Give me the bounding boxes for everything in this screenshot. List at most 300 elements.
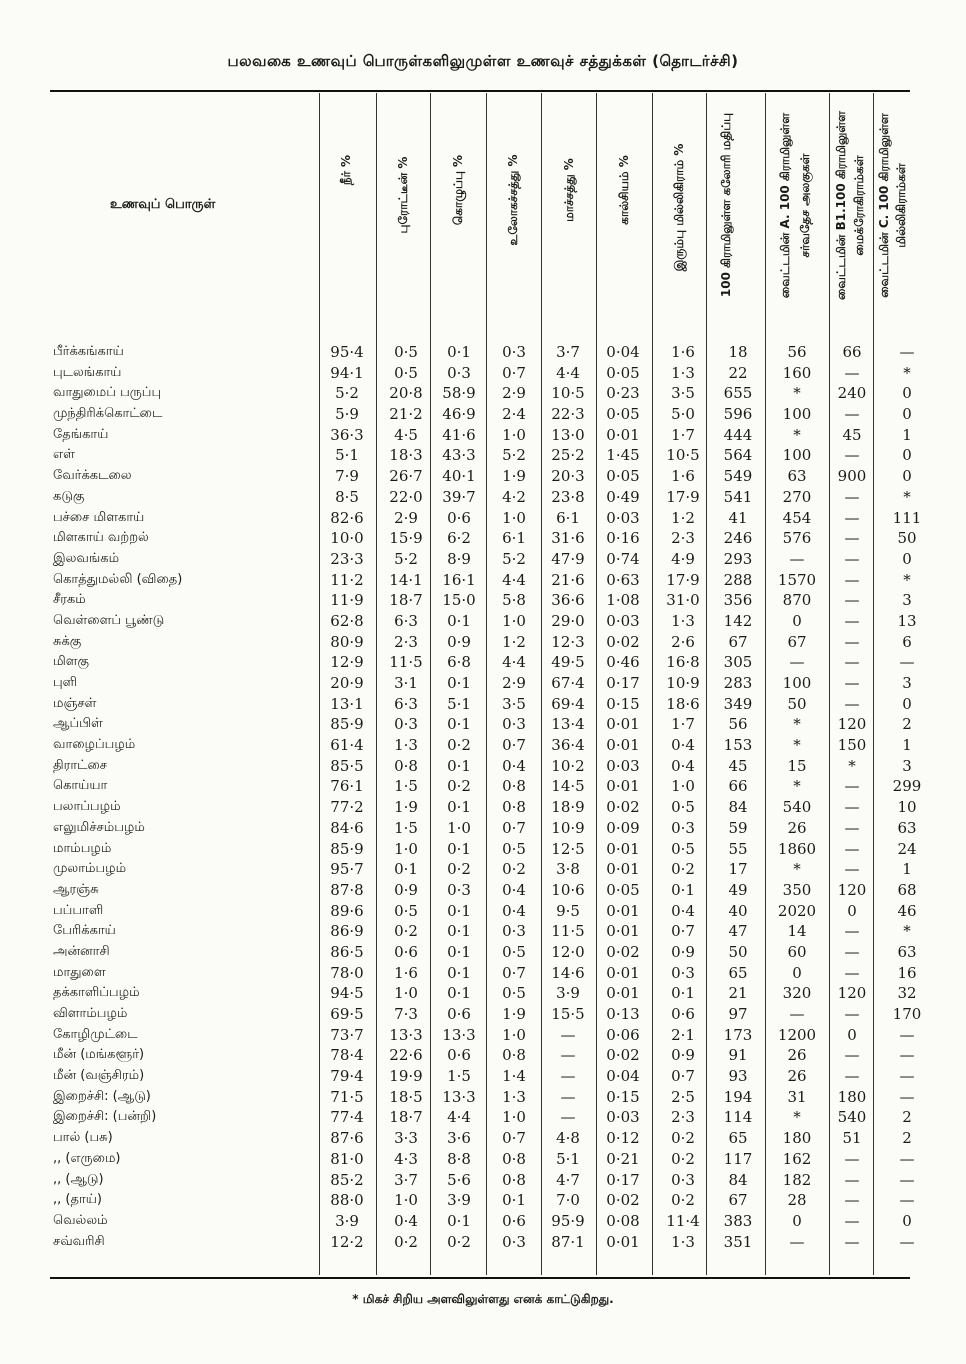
food-name: வெல்லம்	[53, 1212, 108, 1228]
table-cell: —	[560, 1067, 576, 1086]
table-cell: 79·4	[330, 1067, 364, 1086]
table-cell: 5·9	[335, 405, 359, 424]
table-cell: 1·5	[447, 1067, 471, 1086]
table-cell: *	[903, 922, 911, 941]
table-cell: 2·6	[671, 632, 695, 651]
table-cell: 320	[782, 984, 812, 1003]
table-cell: 95·4	[330, 343, 364, 361]
table-cell: 0·1	[447, 611, 471, 630]
table-cell: 2·5	[671, 1087, 695, 1106]
table-cell: 26	[787, 818, 807, 837]
table-cell: —	[899, 1191, 915, 1210]
table-cell: 5·1	[556, 1149, 580, 1168]
table-row	[0, 776, 966, 797]
table-cell: 0·5	[671, 839, 695, 858]
table-cell: 5·2	[335, 384, 359, 403]
table-cell: 6·8	[447, 653, 471, 672]
table-cell: —	[899, 1046, 915, 1065]
table-cell: 32	[897, 984, 917, 1003]
table-cell: 1·6	[394, 963, 418, 982]
table-row	[0, 508, 966, 529]
table-cell: 100	[782, 405, 812, 424]
table-cell: 1	[902, 736, 912, 755]
table-cell: 3·9	[335, 1211, 359, 1230]
food-name: திராட்சை	[53, 757, 108, 773]
table-cell: 0·1	[447, 922, 471, 941]
table-cell: 10·2	[551, 756, 585, 775]
table-cell: 246	[723, 529, 753, 548]
table-cell: 10·5	[551, 384, 585, 403]
table-cell: 0·2	[394, 922, 418, 941]
table-cell: 4·4	[556, 363, 580, 382]
table-cell: 0·2	[447, 777, 471, 796]
food-name: எள்	[53, 447, 75, 463]
table-cell: 6·3	[394, 611, 418, 630]
table-row	[0, 818, 966, 839]
table-cell: 8·5	[335, 487, 359, 506]
table-cell: 1·9	[394, 798, 418, 817]
table-cell: 0	[792, 1211, 802, 1230]
table-cell: —	[789, 549, 805, 568]
table-cell: 61·4	[330, 736, 364, 755]
table-cell: 7·0	[556, 1191, 580, 1210]
food-name: புளி	[53, 675, 78, 690]
table-cell: 4·7	[556, 1170, 580, 1189]
table-cell: 66	[728, 777, 748, 796]
table-cell: 6·3	[394, 694, 418, 713]
table-row	[0, 1087, 966, 1108]
table-row	[0, 652, 966, 673]
food-name: மாதுளை	[53, 964, 106, 980]
table-cell: 0·7	[502, 818, 526, 837]
table-cell: *	[793, 736, 801, 755]
table-cell: —	[844, 777, 860, 796]
top-rule	[50, 90, 910, 92]
table-cell: 0·23	[606, 384, 640, 403]
food-name: சவ்வரிசி	[53, 1233, 105, 1249]
table-cell: 349	[723, 694, 753, 713]
table-cell: 444	[723, 425, 753, 444]
table-cell: 0·5	[394, 343, 418, 361]
table-row	[0, 1066, 966, 1087]
table-cell: 0·6	[447, 1046, 471, 1065]
table-cell: 162	[782, 1149, 812, 1168]
food-name: மிளகாய் வற்றல்	[53, 530, 149, 546]
table-cell: 94·1	[330, 363, 364, 382]
table-cell: 0·8	[502, 1170, 526, 1189]
table-cell: 8·9	[447, 549, 471, 568]
food-name: வெள்ளைப் பூண்டு	[53, 612, 165, 628]
table-cell: 454	[782, 508, 812, 527]
table-cell: 85·9	[330, 839, 364, 858]
table-cell: 0·01	[606, 1232, 640, 1251]
table-cell: 18·7	[389, 591, 423, 610]
table-cell: —	[844, 611, 860, 630]
table-cell: 18·6	[666, 694, 700, 713]
table-cell: 41·6	[442, 425, 476, 444]
table-cell: 0	[847, 1025, 857, 1044]
table-cell: 0·5	[502, 984, 526, 1003]
table-row	[0, 611, 966, 632]
table-cell: 16·8	[666, 653, 700, 672]
table-cell: 1·3	[394, 736, 418, 755]
table-cell: 1	[902, 425, 912, 444]
table-cell: —	[560, 1108, 576, 1127]
table-cell: 84	[728, 798, 748, 817]
table-cell: 18	[728, 343, 748, 361]
table-cell: 0·3	[447, 880, 471, 899]
table-cell: 0	[792, 963, 802, 982]
table-cell: 3·9	[556, 984, 580, 1003]
table-cell: 0·2	[447, 736, 471, 755]
table-cell: 1·9	[502, 1005, 526, 1023]
table-cell: 0	[902, 384, 912, 403]
food-name: வாதுமைப் பருப்பு	[53, 385, 162, 401]
table-cell: 67	[728, 632, 748, 651]
table-cell: 77·2	[330, 798, 364, 817]
table-row	[0, 1045, 966, 1066]
table-cell: 0·8	[394, 756, 418, 775]
table-cell: 288	[723, 570, 753, 589]
table-cell: 0·1	[394, 860, 418, 879]
table-cell: 0	[902, 549, 912, 568]
table-cell: —	[844, 1046, 860, 1065]
table-cell: 51	[842, 1129, 862, 1148]
table-cell: 71·5	[330, 1087, 364, 1106]
table-cell: —	[844, 839, 860, 858]
table-cell: 1570	[777, 570, 817, 589]
table-cell: 47	[728, 922, 748, 941]
table-cell: 0·3	[502, 1232, 526, 1251]
table-row	[0, 466, 966, 487]
table-row	[0, 1232, 966, 1253]
table-cell: 0·06	[606, 1025, 640, 1044]
table-cell: —	[844, 1149, 860, 1168]
table-cell: 1200	[777, 1025, 817, 1044]
table-cell: 540	[837, 1108, 867, 1127]
table-cell: 87·6	[330, 1129, 364, 1148]
table-cell: 0·05	[606, 880, 640, 899]
table-cell: 0·04	[606, 343, 640, 361]
table-cell: —	[899, 1232, 915, 1251]
table-cell: 20·3	[551, 467, 585, 486]
page-title: பலவகை உணவுப் பொருள்களிலுமுள்ள உணவுச் சத்துக்கள் (தொடர்ச்சி)	[227, 52, 739, 70]
table-cell: —	[844, 1067, 860, 1086]
table-cell: 3·5	[502, 694, 526, 713]
table-cell: 350	[782, 880, 812, 899]
table-cell: 0·9	[671, 942, 695, 961]
table-cell: 13·1	[330, 694, 364, 713]
table-cell: 0·2	[394, 1232, 418, 1251]
table-cell: 0·01	[606, 425, 640, 444]
table-cell: 870	[782, 591, 812, 610]
table-cell: 59	[728, 818, 748, 837]
food-name: இறைச்சி: (ஆடு)	[53, 1088, 151, 1104]
table-cell: 0·4	[671, 901, 695, 920]
table-row	[0, 487, 966, 508]
table-cell: —	[844, 1232, 860, 1251]
table-cell: 0·04	[606, 1067, 640, 1086]
table-cell: 1·5	[394, 818, 418, 837]
minerals-header: உலோகச்சத்து %	[506, 154, 520, 246]
table-cell: 0·4	[502, 756, 526, 775]
table-cell: —	[844, 1211, 860, 1230]
table-cell: 14·6	[551, 963, 585, 982]
table-cell: 95·9	[551, 1211, 585, 1230]
table-cell: 56	[728, 715, 748, 734]
table-cell: 95·7	[330, 860, 364, 879]
table-cell: 86·9	[330, 922, 364, 941]
table-row	[0, 694, 966, 715]
table-cell: 16·1	[442, 570, 476, 589]
food-name: கோழிமுட்டை	[53, 1026, 138, 1042]
table-cell: 0·4	[502, 880, 526, 899]
table-cell: —	[844, 694, 860, 713]
table-cell: —	[844, 446, 860, 465]
food-name: சீரகம்	[53, 592, 86, 608]
food-name: இறைச்சி: (பன்றி)	[53, 1109, 157, 1125]
table-cell: 93	[728, 1067, 748, 1086]
table-cell: 20·9	[330, 674, 364, 692]
table-cell: —	[844, 570, 860, 589]
table-cell: 3·7	[394, 1170, 418, 1189]
table-cell: 11·4	[666, 1211, 700, 1230]
food-name: பப்பாளி	[53, 902, 104, 918]
table-cell: 5·2	[502, 446, 526, 465]
table-cell: 1·0	[447, 818, 471, 837]
table-cell: 82·6	[330, 508, 364, 527]
table-cell: 0·03	[606, 756, 640, 775]
table-cell: 40	[728, 901, 748, 920]
table-cell: 2·9	[394, 508, 418, 527]
table-cell: *	[903, 363, 911, 382]
table-cell: 576	[782, 529, 812, 548]
table-cell: 0·7	[671, 1067, 695, 1086]
table-cell: 194	[723, 1087, 753, 1106]
table-cell: 0·1	[447, 715, 471, 734]
table-cell: 2·1	[671, 1025, 695, 1044]
table-cell: 43·3	[442, 446, 476, 465]
table-cell: 62·8	[330, 611, 364, 630]
table-cell: 1·45	[606, 446, 640, 465]
food-name: வேர்க்கடலை	[53, 468, 132, 484]
table-cell: 12·2	[330, 1232, 364, 1251]
table-row	[0, 632, 966, 653]
table-row	[0, 714, 966, 735]
food-name: மாம்பழம்	[53, 840, 112, 856]
table-row	[0, 590, 966, 611]
table-cell: 0·01	[606, 736, 640, 755]
table-cell: 28	[787, 1191, 807, 1210]
table-cell: 0·1	[447, 674, 471, 692]
table-cell: 24	[897, 839, 917, 858]
table-cell: 67·4	[551, 674, 585, 692]
table-cell: 0·2	[671, 1149, 695, 1168]
table-row	[0, 1170, 966, 1191]
table-cell: 5·2	[502, 549, 526, 568]
table-cell: 20·8	[389, 384, 423, 403]
table-cell: 0·6	[502, 1211, 526, 1230]
table-cell: 12·9	[330, 653, 364, 672]
table-cell: 0·1	[447, 756, 471, 775]
table-cell: 78·4	[330, 1046, 364, 1065]
table-cell: 1	[902, 860, 912, 879]
table-cell: 0·7	[502, 963, 526, 982]
table-cell: 14·1	[389, 570, 423, 589]
table-cell: 12·5	[551, 839, 585, 858]
table-cell: 1·0	[394, 1191, 418, 1210]
table-cell: 26·7	[389, 467, 423, 486]
table-row	[0, 1128, 966, 1149]
table-cell: 0·1	[671, 880, 695, 899]
food-name: ,, (எருமை)	[53, 1150, 121, 1166]
table-cell: 25·2	[551, 446, 585, 465]
table-cell: 31·6	[551, 529, 585, 548]
table-cell: 88·0	[330, 1191, 364, 1210]
table-cell: 15·5	[551, 1005, 585, 1023]
footnote: * மிகச் சிறிய அளவிலுள்ளது எனக் காட்டுகிறது.	[352, 1292, 614, 1306]
table-cell: —	[789, 653, 805, 672]
table-cell: 10·9	[666, 674, 700, 692]
food-name: கொய்யா	[53, 778, 108, 794]
table-cell: 46·9	[442, 405, 476, 424]
food-name: அன்னாசி	[53, 943, 110, 959]
table-cell: 1·5	[394, 777, 418, 796]
table-cell: 13·3	[442, 1087, 476, 1106]
table-cell: 1·2	[502, 632, 526, 651]
table-cell: 40·1	[442, 467, 476, 486]
table-cell: 0·2	[671, 1191, 695, 1210]
food-name: மீன் (வஞ்சிரம்)	[53, 1068, 145, 1084]
table-cell: 0·3	[447, 363, 471, 382]
table-cell: 0·8	[502, 1046, 526, 1065]
food-name: முலாம்பழம்	[53, 861, 127, 877]
table-cell: 0·1	[447, 343, 471, 361]
table-cell: 0·1	[671, 984, 695, 1003]
table-cell: 4·9	[671, 549, 695, 568]
table-cell: 1·0	[502, 1025, 526, 1044]
table-cell: 0·21	[606, 1149, 640, 1168]
table-cell: —	[844, 1170, 860, 1189]
table-cell: 5·0	[671, 405, 695, 424]
table-cell: 21	[728, 984, 748, 1003]
table-cell: 0·02	[606, 1191, 640, 1210]
table-cell: 0·17	[606, 1170, 640, 1189]
table-cell: —	[844, 818, 860, 837]
table-cell: 18·3	[389, 446, 423, 465]
table-cell: 0·03	[606, 611, 640, 630]
table-cell: 8·8	[447, 1149, 471, 1168]
table-cell: 18·9	[551, 798, 585, 817]
table-cell: 81·0	[330, 1149, 364, 1168]
table-cell: 0·02	[606, 798, 640, 817]
table-cell: 21·2	[389, 405, 423, 424]
table-cell: 1·2	[671, 508, 695, 527]
table-cell: 0	[792, 611, 802, 630]
table-row	[0, 1025, 966, 1046]
table-cell: 56	[787, 343, 807, 361]
food-name: கடுகு	[53, 488, 85, 504]
table-row	[0, 549, 966, 570]
table-cell: 0·7	[502, 1129, 526, 1148]
table-cell: 29·0	[551, 611, 585, 630]
table-cell: 1·6	[671, 343, 695, 361]
table-cell: 356	[723, 591, 753, 610]
table-cell: 1·08	[606, 591, 640, 610]
table-cell: 1860	[777, 839, 817, 858]
table-cell: 0·01	[606, 963, 640, 982]
table-cell: 596	[723, 405, 753, 424]
table-row	[0, 1190, 966, 1211]
table-cell: 10	[897, 798, 917, 817]
table-cell: 36·6	[551, 591, 585, 610]
table-cell: 68	[897, 880, 917, 899]
table-cell: 0·8	[502, 798, 526, 817]
table-cell: *	[793, 384, 801, 403]
table-row	[0, 1004, 966, 1025]
table-cell: 18·7	[389, 1108, 423, 1127]
table-cell: 73·7	[330, 1025, 364, 1044]
table-cell: —	[844, 860, 860, 879]
table-cell: —	[844, 1005, 860, 1023]
table-cell: 11·9	[330, 591, 364, 610]
table-cell: 50	[728, 942, 748, 961]
table-cell: 0·08	[606, 1211, 640, 1230]
table-cell: 0·01	[606, 901, 640, 920]
table-cell: 0·2	[671, 1129, 695, 1148]
table-cell: 0·3	[502, 715, 526, 734]
table-cell: —	[560, 1046, 576, 1065]
table-cell: 1·0	[502, 425, 526, 444]
food-name: விளாம்பழம்	[53, 1006, 128, 1021]
table-cell: *	[903, 487, 911, 506]
table-cell: 0·15	[606, 1087, 640, 1106]
table-cell: 0·5	[502, 942, 526, 961]
table-cell: 173	[723, 1025, 753, 1044]
table-row	[0, 983, 966, 1004]
table-cell: 77·4	[330, 1108, 364, 1127]
table-cell: 0·6	[447, 1005, 471, 1023]
table-cell: 170	[892, 1005, 922, 1023]
table-cell: —	[899, 1170, 915, 1189]
table-cell: 10·0	[330, 529, 364, 548]
table-cell: 114	[723, 1108, 753, 1127]
table-cell: 351	[723, 1232, 753, 1251]
table-cell: 50	[787, 694, 807, 713]
table-cell: 89·6	[330, 901, 364, 920]
water-header: நீர் %	[339, 154, 353, 186]
table-cell: 1·0	[502, 1108, 526, 1127]
calorie-header: 100 கிராமிலுள்ள கலோரி மதிப்பு	[719, 112, 733, 298]
table-cell: —	[789, 1232, 805, 1251]
table-cell: 3	[902, 591, 912, 610]
food-name: ஆப்பிள்	[53, 716, 103, 732]
table-cell: 11·5	[551, 922, 585, 941]
table-cell: 3·3	[394, 1129, 418, 1148]
table-cell: 150	[837, 736, 867, 755]
table-cell: 270	[782, 487, 812, 506]
table-cell: 22·0	[389, 487, 423, 506]
calcium-header: கால்சியம் %	[617, 155, 631, 225]
food-name: முந்திரிக்கொட்டை	[53, 406, 163, 422]
table-cell: 36·3	[330, 425, 364, 444]
table-cell: 86·5	[330, 942, 364, 961]
table-cell: 0·1	[447, 839, 471, 858]
table-cell: 11·5	[389, 653, 423, 672]
table-cell: 69·4	[551, 694, 585, 713]
table-cell: 36·4	[551, 736, 585, 755]
food-name: ஆரஞ்சு	[53, 881, 99, 897]
